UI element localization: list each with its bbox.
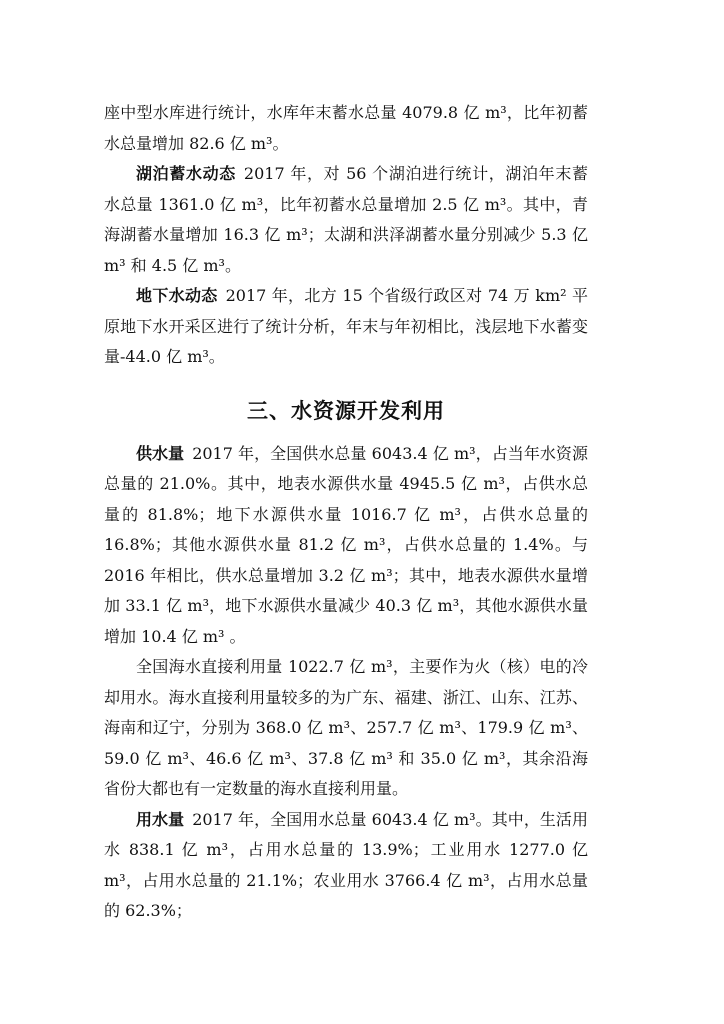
paragraph-groundwater [104,281,588,373]
paragraph-keyword: 湖泊蓄水动态 [136,164,236,183]
section-heading: 三、水资源开发利用 [247,398,445,423]
paragraph-text: 2017 年，全国供水总量 6043.4 亿 m³，占当年水资源总量的 21.0%。其中，地表水源供水量 4945.5 亿 m³，占供水总量的 81.8%；地下水源供水量 1016.7 亿 m³，占供水总量的 16.8%；其他水源供水量 81.2 亿 m³，占供水总量的 1.4%。与 2016 年相比，供水总量增加 3.2 亿 m³；其中，地表水源供水量增加 33.1 亿 m³，地下水源供水量减少 40.3 亿 m³，其他水源供水量增加 10.4 亿 m³ 。 [104,443,588,646]
paragraph-lake-storage [104,159,588,281]
paragraph-text: 全国海水直接利用量 1022.7 亿 m³，主要作为火（核）电的冷却用水。海水直接利用量较多的为广东、福建、浙江、山东、江苏、海南和辽宁，分别为 368.0 亿 m³、257.7 亿 m³、179.9 亿 m³、59.0 亿 m³、46.6 亿 m³、37.8 亿 m³ 和 35.0 亿 m³，其余沿海省份大都也有一定数量的海水直接利用量。 [104,657,588,798]
document-page [104,98,588,927]
paragraph-text: 2017 年，对 56 个湖泊进行统计，湖泊年末蓄水总量 1361.0 亿 m³，比年初蓄水总量增加 2.5 亿 m³。其中，青海湖蓄水量增加 16.3 亿 m³；太湖和洪泽湖蓄水量分别减少 5.3 亿 m³ 和 4.5 亿 m³。 [104,164,588,275]
paragraph-reservoir-storage [104,98,588,159]
paragraph-keyword: 用水量 [136,809,185,829]
paragraph-water-use [104,805,588,927]
paragraph-text: 座中型水库进行统计，水库年末蓄水总量 4079.8 亿 m³，比年初蓄水总量增加 82.6 亿 m³。 [104,103,588,153]
paragraph-water-supply [104,439,588,653]
paragraph-seawater-use [104,652,588,805]
paragraph-text: 2017 年，全国用水总量 6043.4 亿 m³。其中，生活用水 838.1 亿 m³，占用水总量的 13.9%；工业用水 1277.0 亿 m³，占用水总量的 21.1%；农业用水 3766.4 亿 m³，占用水总量的 62.3%； [104,809,588,920]
paragraph-text: 2017 年，北方 15 个省级行政区对 74 万 km² 平原地下水开采区进行了统计分析，年末与年初相比，浅层地下水蓄变量-44.0 亿 m³。 [104,286,588,366]
paragraph-keyword: 地下水动态 [136,286,218,305]
paragraph-keyword: 供水量 [136,443,185,463]
